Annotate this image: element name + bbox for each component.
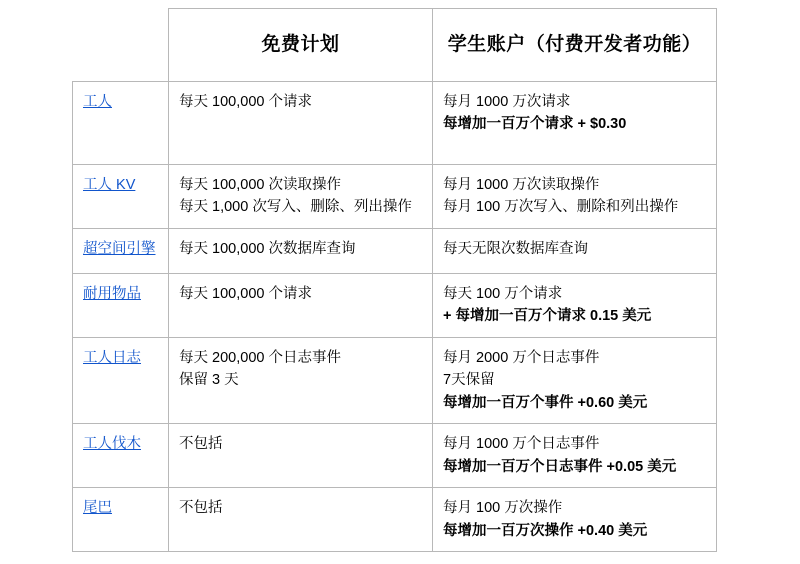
paid-plan-cell: [433, 424, 717, 488]
paid-plan-cell: [433, 273, 717, 337]
table-header: [73, 9, 717, 82]
table-row: [73, 488, 717, 552]
cell-line: 每增加一百万个请求 + $0.30: [443, 116, 627, 133]
table-row: [73, 424, 717, 488]
feature-cell: [73, 337, 169, 423]
header-free-plan: 免费计划: [169, 9, 433, 82]
cell-line: 每天 100,000 次数据库查询: [179, 240, 356, 257]
free-plan-cell: [169, 228, 433, 273]
cell-line: 保留 3 天: [179, 372, 239, 389]
free-plan-cell: [169, 424, 433, 488]
paid-plan-cell: [433, 82, 717, 165]
cell-line: 每增加一百万个事件 +0.60 美元: [443, 394, 648, 411]
paid-plan-cell: [433, 165, 717, 229]
cell-line: 每月 100 万次写入、删除和列出操作: [443, 199, 679, 216]
table-row: [73, 165, 717, 229]
free-plan-cell: [169, 273, 433, 337]
cell-line: 不包括: [179, 500, 223, 517]
header-row: [73, 9, 717, 82]
cell-line: 每增加一百万个日志事件 +0.05 美元: [443, 458, 677, 475]
feature-cell: [73, 273, 169, 337]
paid-plan-cell: [433, 337, 717, 423]
cell-line: 每增加一百万次操作 +0.40 美元: [443, 522, 648, 539]
feature-cell: [73, 488, 169, 552]
cell-line: 每月 100 万次操作: [443, 500, 563, 517]
cell-line: 每月 2000 万个日志事件: [443, 349, 600, 366]
feature-cell: [73, 165, 169, 229]
cell-line: 每天 100,000 次读取操作: [179, 177, 341, 193]
cell-line: 7天保留: [443, 372, 495, 389]
feature-link[interactable]: 尾巴: [83, 500, 112, 517]
header-paid-plan: 学生账户（付费开发者功能）: [433, 9, 717, 82]
cell-line: + 每增加一百万个请求 0.15 美元: [443, 308, 652, 325]
free-plan-cell: [169, 488, 433, 552]
feature-cell: [73, 424, 169, 488]
pricing-comparison-table: [72, 8, 717, 552]
cell-line: 每月 1000 万个日志事件: [443, 436, 600, 453]
free-plan-cell: [169, 337, 433, 423]
cell-line: 不包括: [179, 436, 223, 453]
cell-line: 每月 1000 万次读取操作: [443, 177, 600, 193]
feature-link[interactable]: 工人: [83, 94, 112, 110]
cell-line: 每天无限次数据库查询: [443, 240, 588, 257]
table-row: [73, 82, 717, 165]
cell-line: 每天 1,000 次写入、删除、列出操作: [179, 199, 412, 216]
cell-line: 每天 100,000 个请求: [179, 94, 312, 110]
cell-line: 每天 100 万个请求: [443, 285, 563, 302]
feature-cell: [73, 82, 169, 165]
free-plan-cell: [169, 165, 433, 229]
table-row: [73, 273, 717, 337]
feature-link[interactable]: 耐用物品: [83, 285, 141, 302]
feature-link[interactable]: 工人 KV: [83, 177, 136, 193]
feature-link[interactable]: 工人日志: [83, 349, 141, 366]
feature-link[interactable]: 工人伐木: [83, 436, 141, 453]
cell-line: 每天 200,000 个日志事件: [179, 349, 341, 366]
cell-line: 每天 100,000 个请求: [179, 285, 312, 302]
cell-line: 每月 1000 万次请求: [443, 94, 571, 110]
feature-link[interactable]: 超空间引擎: [83, 240, 156, 257]
table-row: [73, 337, 717, 423]
paid-plan-cell: [433, 488, 717, 552]
table-row: [73, 228, 717, 273]
feature-cell: [73, 228, 169, 273]
free-plan-cell: [169, 82, 433, 165]
table-body: [73, 82, 717, 552]
header-blank: [73, 9, 169, 82]
paid-plan-cell: [433, 228, 717, 273]
